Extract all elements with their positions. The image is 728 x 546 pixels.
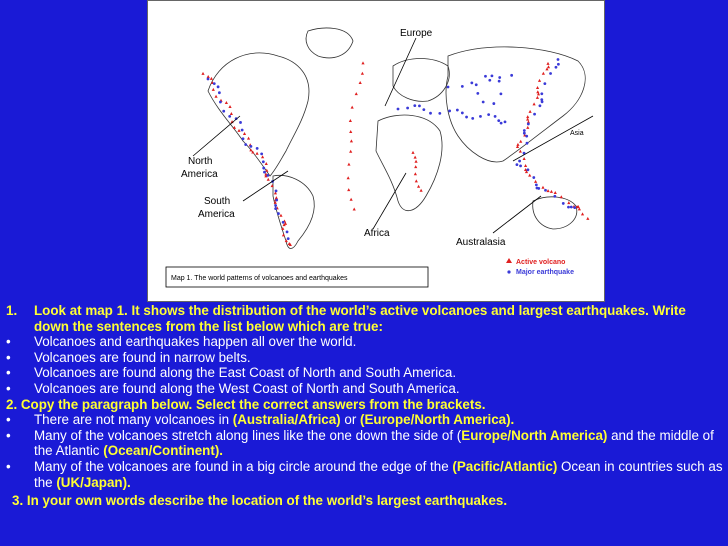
volcano-marker [536,96,539,99]
bullet: • [6,334,11,350]
volcano-marker [546,189,549,192]
earthquake-marker [244,143,247,146]
earthquake-marker [242,137,245,140]
earthquake-marker [219,101,222,104]
earthquake-marker [540,92,543,95]
volcano-marker [550,190,553,193]
earthquake-marker [475,83,478,86]
earthquake-marker [260,152,263,155]
continent-outlines [208,28,585,248]
volcano-marker [212,88,215,91]
earthquake-marker [448,110,451,113]
bullet: • [6,458,11,474]
earthquake-marker [491,74,494,77]
volcano-marker [538,79,541,82]
earthquake-marker [541,100,544,103]
earthquake-marker [492,102,495,105]
earthquake-marker [470,81,473,84]
map-legend [506,258,574,276]
volcano-marker [349,130,352,133]
volcano-marker [267,178,270,181]
label-south-america-2: America [198,209,235,220]
volcano-marker [353,208,356,211]
europe-pointer [385,38,416,106]
asia-outline [446,47,585,162]
volcano-marker [210,77,213,80]
volcano-marker [414,160,417,163]
q1-item [6,365,724,381]
earthquake-marker [544,189,547,192]
volcano-marker [265,162,268,165]
q2-sentence-2 [6,428,724,459]
earthquake-marker [217,85,220,88]
earthquake-marker [274,204,277,207]
volcano-markers [201,61,589,246]
earthquake-markers [207,58,577,240]
q2-sentence-1 [6,412,724,428]
q1-item-text: Volcanoes are found in narrow belts. [34,349,251,365]
map-caption: Map 1. The world patterns of volcanoes and earthquakes [171,275,348,282]
africa-outline [376,115,442,211]
earthquake-marker [241,129,244,132]
earthquake-marker [525,135,528,138]
volcano-marker [519,150,522,153]
volcano-marker [519,140,522,143]
volcano-marker [528,174,531,177]
earthquake-marker [516,163,519,166]
earthquake-marker [518,160,521,163]
q2-s1-text1: There are not many volcanoes in [34,412,233,428]
volcano-marker [243,132,246,135]
volcano-marker [237,129,240,132]
bullet: • [6,427,11,443]
volcano-marker [349,119,352,122]
volcano-marker [524,164,527,167]
label-australasia: Australasia [456,237,506,248]
earthquake-marker [498,76,501,79]
q2-heading: 2. Copy the paragraph below. Select the correct answers from the brackets. [6,396,486,412]
earthquake-marker [476,92,479,95]
volcano-marker [225,101,228,104]
volcano-marker [528,110,531,113]
earthquake-marker [222,110,225,113]
label-asia: Asia [570,130,584,137]
map-graphic [148,1,604,301]
earthquake-marker [256,147,259,150]
earthquake-marker [526,142,529,145]
bullet: • [6,365,11,381]
volcano-marker [230,112,233,115]
earthquake-marker [488,79,491,82]
earthquake-marker [504,121,507,124]
q2-sentence-3 [6,459,724,490]
label-north-america-2: America [181,169,218,180]
earthquake-marker [527,168,530,171]
volcano-marker [359,81,362,84]
volcano-marker [414,172,417,175]
q1-number: 1. [6,303,18,318]
earthquake-marker [406,107,409,110]
earthquake-marker [266,174,269,177]
earthquake-marker [543,82,546,85]
q2-s3-option1: (Pacific/Atlantic) [452,458,558,474]
earthquake-marker [471,117,474,120]
worksheet-text [6,303,724,509]
volcano-marker [581,212,584,215]
earthquake-marker [262,160,265,163]
volcano-marker [536,90,539,93]
earthquake-marker [218,91,221,94]
earthquake-marker [537,187,540,190]
q2-s2-option1: Europe/North America) [461,427,608,443]
volcano-marker [351,106,354,109]
earthquake-marker [262,167,265,170]
q2-s1-text2: or [340,412,361,428]
earthquake-marker [519,164,522,167]
volcano-marker [355,92,358,95]
volcano-marker [347,176,350,179]
earthquake-marker [570,206,573,209]
q2-s3-text1: Many of the volcanoes are found in a big circle around the edge of the [34,458,453,474]
earthquake-marker [422,108,425,111]
volcano-marker [414,165,417,168]
q1-intro [6,303,724,334]
q1-item-text: Volcanoes are found along the East Coast of North and South America. [34,365,457,381]
q1-item-text: Volcanoes and earthquakes happen all over the world. [34,334,357,350]
earthquake-marker [523,129,526,132]
label-south-america-1: South [204,196,231,207]
earthquake-marker [207,78,210,81]
volcano-marker [516,143,519,146]
australia-outline [533,197,577,229]
earthquake-marker [277,212,280,215]
australasia-pointer [493,196,541,233]
volcano-marker [361,72,364,75]
volcano-marker [255,152,258,155]
earthquake-marker [549,72,552,75]
volcano-marker [415,179,418,182]
q2-s3-option2: (UK/Japan). [56,474,131,490]
label-north-america-1: North [188,156,213,167]
earthquake-marker [562,202,565,205]
earthquake-marker [275,199,278,202]
earthquake-marker [263,171,266,174]
earthquake-marker [523,132,526,135]
earthquake-marker [447,86,450,89]
earthquake-marker [239,121,242,124]
bullet: • [6,349,11,365]
earthquake-marker [500,92,503,95]
volcano-marker [361,61,364,64]
earthquake-marker [456,109,459,112]
label-africa: Africa [364,228,390,239]
volcano-marker [420,189,423,192]
earthquake-marker [494,115,497,118]
earthquake-marker [498,80,501,83]
q3-heading: 3. In your own words describe the location of the world’s largest earthquakes. [12,493,508,509]
europe-outline [393,59,449,102]
volcano-marker [536,86,539,89]
earthquake-marker [286,231,289,234]
volcano-marker [414,156,417,159]
earthquake-marker [557,63,560,66]
earthquake-marker [228,115,231,118]
earthquake-marker [413,104,416,107]
earthquake-marker [275,190,278,193]
volcano-marker [282,233,285,236]
earthquake-marker [497,119,500,122]
volcano-marker [411,151,414,154]
volcano-marker [228,105,231,108]
volcano-marker [247,137,250,140]
earthquake-marker [555,66,558,69]
volcano-marker [532,102,535,105]
volcano-marker [261,155,264,158]
bullet: • [6,412,11,428]
q1-intro-text: Look at map 1. It shows the distribution of the world’s active volcanoes and largest earthquakes. Write down the sentences from the list below which are true: [34,303,686,334]
volcano-marker [417,185,420,188]
volcano-marker [541,186,544,189]
q1-item-text: Volcanoes are found along the West Coast of North and South America. [34,380,460,396]
earthquake-marker [438,112,441,115]
asia-pointer [513,116,593,161]
earthquake-marker [500,122,503,125]
earthquake-marker [465,116,468,119]
earthquake-marker [479,115,482,118]
earthquake-marker [461,85,464,88]
volcano-marker [586,217,589,220]
volcano-marker [534,180,537,183]
earthquake-marker [527,123,530,126]
earthquake-marker [553,195,556,198]
volcano-marker [350,198,353,201]
volcano-marker [207,75,210,78]
north-america-pointer [193,116,240,156]
volcano-marker [347,163,350,166]
volcano-marker [547,65,550,68]
q2-s1-option2: (Europe/North America). [360,412,515,428]
legend-earthquake: Major earthquake [516,269,574,276]
q2-s2-text1: Many of the volcanoes stretch along lines like the one down the side of ( [34,427,462,443]
earthquake-marker [287,237,290,240]
earthquake-marker [533,113,536,116]
q1-item [6,350,724,366]
earthquake-marker [567,206,570,209]
q1-item [6,334,724,350]
q1-item [6,381,724,397]
volcano-marker [349,150,352,153]
volcano-marker [214,95,217,98]
world-map [147,0,605,302]
q2-s3-text2: Ocean in countries such as the [34,458,723,490]
q2-s1-option1: (Australia/Africa) [232,412,341,428]
volcano-marker [560,195,563,198]
volcano-marker [523,157,526,160]
earthquake-marker [282,221,285,224]
earthquake-marker [429,112,432,115]
label-europe: Europe [400,28,433,39]
earthquake-marker [397,108,400,111]
volcano-marker [546,62,549,65]
africa-pointer [373,173,406,229]
earthquake-marker [535,183,538,186]
q2-s2-option2: (Ocean/Continent). [103,443,224,459]
earthquake-marker [557,58,560,61]
q2-s2-text2: and the middle of the Atlantic [34,427,714,459]
volcano-marker [526,115,529,118]
volcano-marker [201,72,204,75]
earthquake-marker [539,104,542,107]
volcano-marker [279,214,282,217]
north-america-outline [208,53,309,176]
earthquake-marker [461,112,464,115]
volcano-legend-icon [506,258,512,263]
volcano-marker [347,188,350,191]
earthquake-legend-icon [507,270,510,273]
volcano-marker [554,191,557,194]
earthquake-marker [487,113,490,116]
earthquake-marker [274,207,277,210]
volcano-marker [526,126,529,129]
greenland-outline [306,28,353,58]
earthquake-marker [213,82,216,85]
volcano-marker [567,201,570,204]
earthquake-marker [532,176,535,179]
bullet: • [6,380,11,396]
earthquake-marker [482,101,485,104]
earthquake-marker [250,145,253,148]
legend-volcano: Active volcano [516,259,566,266]
south-america-outline [273,175,314,248]
earthquake-marker [484,75,487,78]
volcano-marker [542,72,545,75]
earthquake-marker [573,206,576,209]
volcano-marker [350,139,353,142]
earthquake-marker [418,104,421,107]
earthquake-marker [510,74,513,77]
